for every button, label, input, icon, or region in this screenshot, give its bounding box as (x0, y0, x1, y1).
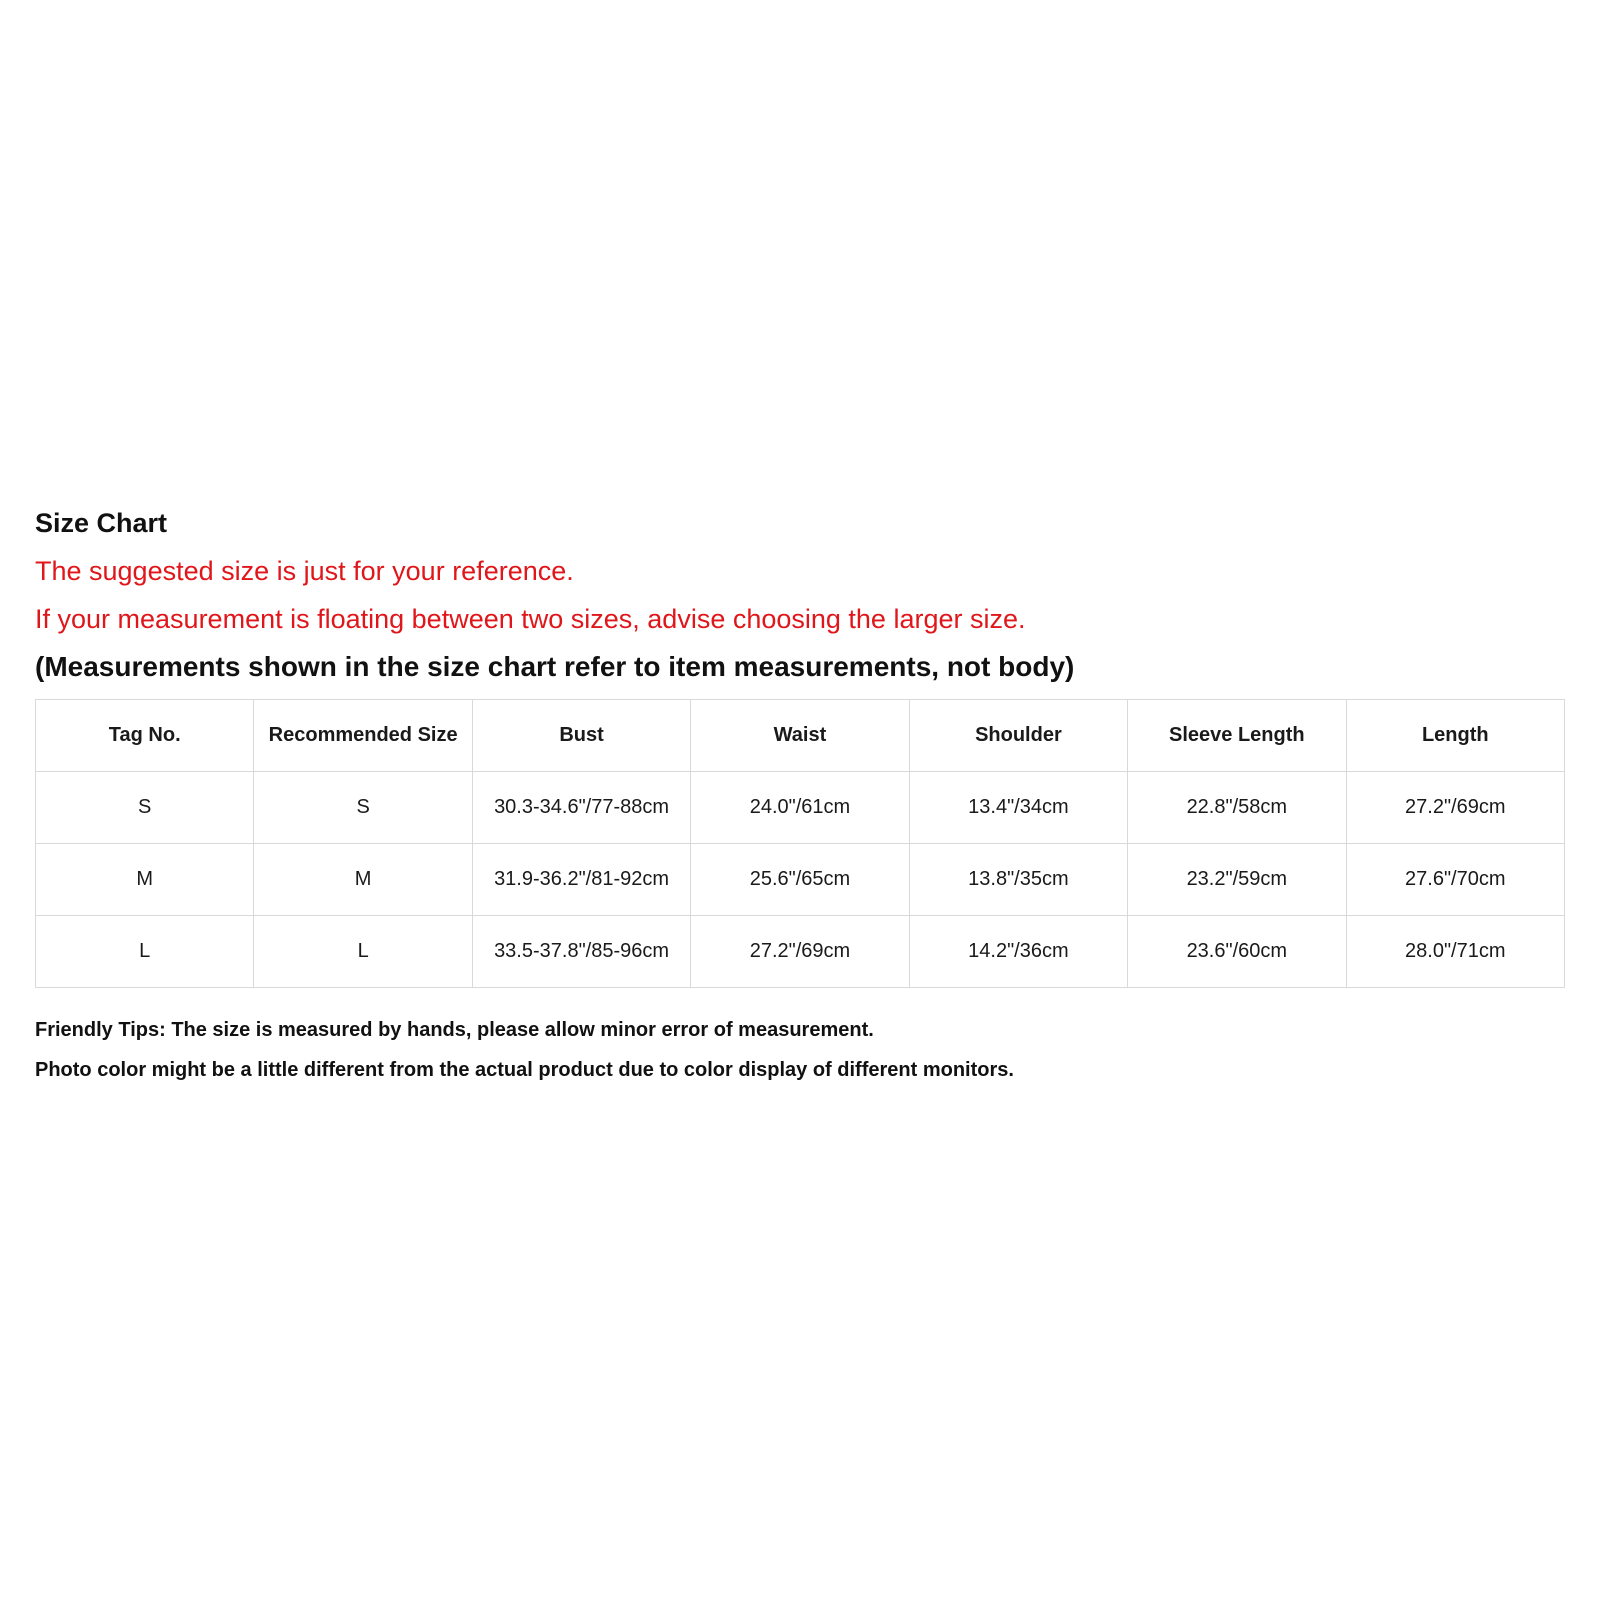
table-row (36, 772, 1565, 844)
cell-length: 28.0"/71cm (1346, 916, 1564, 988)
cell-waist: 24.0"/61cm (691, 772, 909, 844)
header-sleeve-length: Sleeve Length (1128, 700, 1346, 772)
cell-shoulder: 13.8"/35cm (909, 844, 1127, 916)
cell-bust: 33.5-37.8"/85-96cm (472, 916, 690, 988)
cell-bust: 31.9-36.2"/81-92cm (472, 844, 690, 916)
cell-sleeve-length: 23.2"/59cm (1128, 844, 1346, 916)
tip-measured-by-hands: Friendly Tips: The size is measured by hands, please allow minor error of measurement. (35, 1019, 874, 1041)
tip-photo-color: Photo color might be a little different from the actual product due to color display of different monitors. (35, 1059, 1014, 1081)
cell-waist: 25.6"/65cm (691, 844, 909, 916)
cell-tag-no: S (36, 772, 254, 844)
cell-shoulder: 13.4"/34cm (909, 772, 1127, 844)
size-table (35, 699, 1565, 988)
header-length: Length (1346, 700, 1564, 772)
cell-length: 27.6"/70cm (1346, 844, 1564, 916)
table-row (36, 844, 1565, 916)
header-bust: Bust (472, 700, 690, 772)
cell-length: 27.2"/69cm (1346, 772, 1564, 844)
header-waist: Waist (691, 700, 909, 772)
friendly-tips (35, 1010, 1565, 1090)
floating-size-note: If your measurement is floating between two sizes, advise choosing the larger size. (35, 604, 1026, 634)
cell-sleeve-length: 23.6"/60cm (1128, 916, 1346, 988)
cell-recommended-size: M (254, 844, 472, 916)
reference-note: The suggested size is just for your reference. (35, 556, 574, 586)
cell-sleeve-length: 22.8"/58cm (1128, 772, 1346, 844)
cell-bust: 30.3-34.6"/77-88cm (472, 772, 690, 844)
table-row (36, 916, 1565, 988)
page-title: Size Chart (35, 508, 168, 538)
size-chart-section (35, 505, 1565, 1090)
table-header-row (36, 700, 1565, 772)
cell-shoulder: 14.2"/36cm (909, 916, 1127, 988)
header-shoulder: Shoulder (909, 700, 1127, 772)
cell-recommended-size: L (254, 916, 472, 988)
cell-tag-no: M (36, 844, 254, 916)
header-tag-no: Tag No. (36, 700, 254, 772)
cell-recommended-size: S (254, 772, 472, 844)
cell-tag-no: L (36, 916, 254, 988)
header-recommended-size: Recommended Size (254, 700, 472, 772)
measurements-note: (Measurements shown in the size chart refer to item measurements, not body) (35, 651, 1075, 682)
cell-waist: 27.2"/69cm (691, 916, 909, 988)
